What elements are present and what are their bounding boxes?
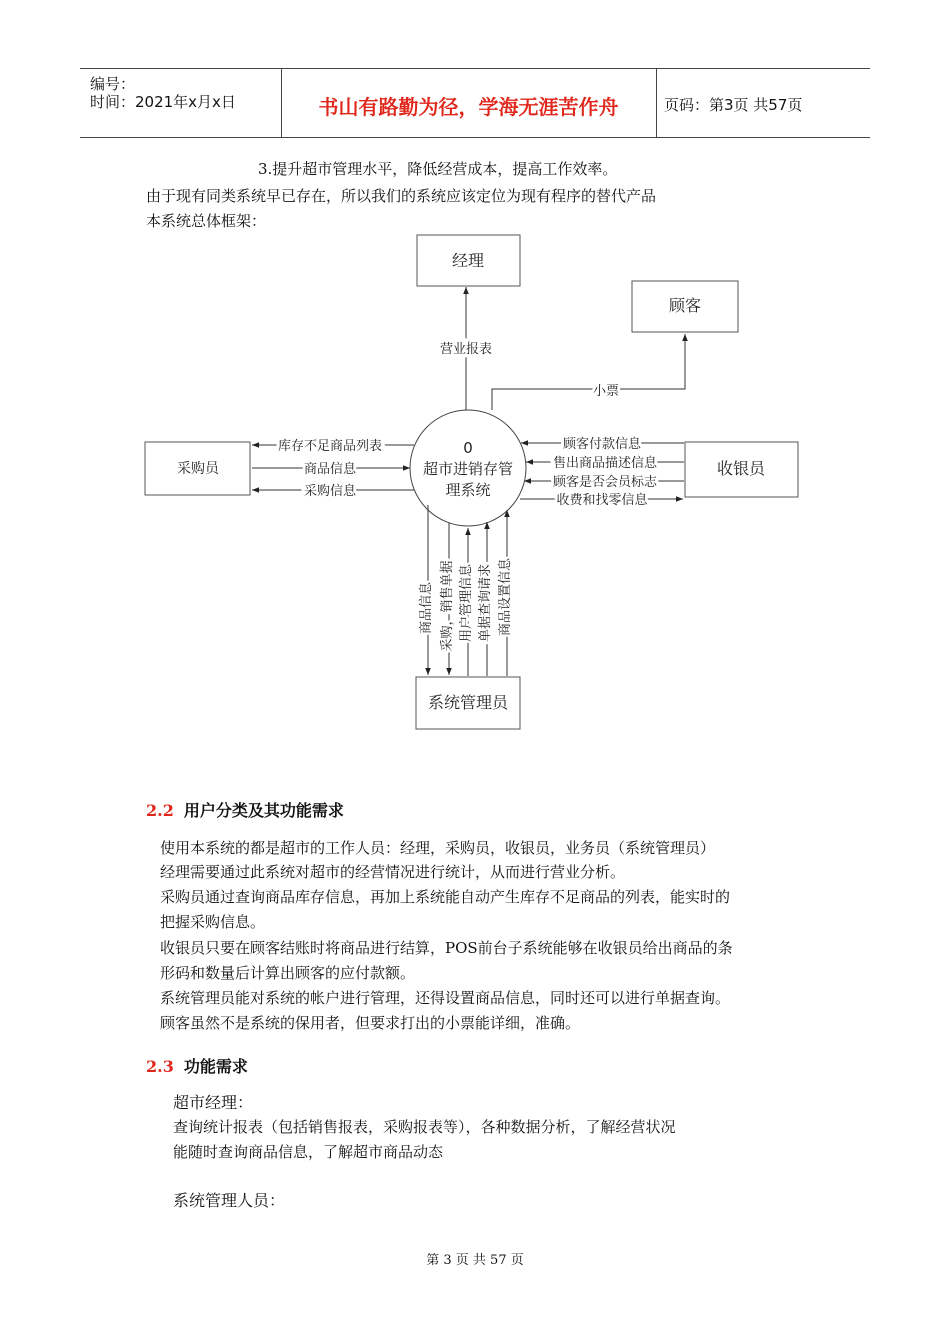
flow-label-shortage: 库存不足商品列表 <box>277 439 383 454</box>
flow-label-report: 营业报表 <box>439 342 493 357</box>
section-number: 2.3 <box>146 1057 174 1076</box>
section-title: 用户分类及其功能需求 <box>183 801 344 820</box>
manager-label: 经理 <box>451 251 485 270</box>
admin-requirements-title: 系统管理人员： <box>173 1191 286 1210</box>
flow-label-purchase-info: 采购信息 <box>303 484 357 499</box>
section-number: 2.2 <box>146 801 174 820</box>
flow-label-member: 顾客是否会员标志 <box>552 475 658 490</box>
flow-label-sales-desc: 售出商品描述信息 <box>552 456 658 471</box>
customer-label: 顾客 <box>668 296 702 315</box>
flow-label-change: 收费和找零信息 <box>556 493 648 508</box>
cashier-label: 收银员 <box>716 459 766 478</box>
section-2-3-heading <box>146 1054 248 1077</box>
manager-requirements-line: 能随时查询商品信息，了解超市商品动态 <box>173 1143 444 1161</box>
flow-label-payment: 顾客付款信息 <box>562 437 642 452</box>
process-id: 0 <box>463 439 473 457</box>
intro-line-3: 本系统总体框架： <box>146 212 267 230</box>
section-title: 功能需求 <box>183 1057 248 1076</box>
flow-label-admin-bills: 采购，销售单据 <box>440 560 455 652</box>
flow-label-receipt: 小票 <box>592 384 620 399</box>
page-footer: 第 3 页 共 57 页 <box>426 1253 524 1268</box>
admin-label: 系统管理员 <box>427 693 509 712</box>
flow-label-goods-info: 商品信息 <box>303 462 357 477</box>
section-2-2-line: 收银员只要在顾客结账时将商品进行结算，POS前台子系统能够在收银员给出商品的条 <box>160 939 733 957</box>
header-motto: 书山有路勤为径，学海无涯苦作舟 <box>318 95 619 119</box>
process-name-line2: 理系统 <box>445 481 491 499</box>
flow-label-admin-settings: 商品设置信息 <box>498 557 513 637</box>
section-2-2-line: 采购员通过查询商品库存信息，再加上系统能自动产生库存不足商品的列表，能实时的 <box>160 888 731 906</box>
process-name-line1: 超市进销存管 <box>422 460 514 478</box>
section-2-2-line: 把握采购信息。 <box>160 913 266 931</box>
section-2-2-line: 顾客虽然不是系统的保用者，但要求打出的小票能详细，准确。 <box>160 1014 581 1032</box>
manager-requirements-title: 超市经理： <box>173 1093 254 1112</box>
intro-line-1: 3.提升超市管理水平，降低经营成本，提高工作效率。 <box>258 160 618 178</box>
flow-label-admin-query: 单据查询请求 <box>478 563 493 643</box>
purchaser-label: 采购员 <box>177 461 219 477</box>
flow-arrow-receipt <box>492 334 685 410</box>
page-number-label: 页码：第3页 共57页 <box>664 96 803 114</box>
manager-requirements-line: 查询统计报表（包括销售报表，采购报表等），各种数据分析，了解经营状况 <box>173 1118 676 1136</box>
flow-label-admin-goods: 商品信息 <box>419 581 434 635</box>
flow-label-admin-users: 用户管理信息 <box>459 563 474 643</box>
section-2-2-line: 使用本系统的都是超市的工作人员：经理，采购员，收银员，业务员（系统管理员） <box>160 839 716 857</box>
section-2-2-line: 形码和数量后计算出顾客的应付款额。 <box>160 964 416 982</box>
serial-label: 编号： <box>90 75 136 93</box>
section-2-2-line: 系统管理员能对系统的帐户进行管理，还得设置商品信息，同时还可以进行单据查询。 <box>160 989 731 1007</box>
section-2-2-heading <box>146 798 344 821</box>
section-2-2-line: 经理需要通过此系统对超市的经营情况进行统计，从而进行营业分析。 <box>160 863 626 881</box>
intro-line-2: 由于现有同类系统早已存在，所以我们的系统应该定位为现有程序的替代产品 <box>146 187 657 205</box>
time-label: 时间：2021年x月x日 <box>90 93 236 111</box>
